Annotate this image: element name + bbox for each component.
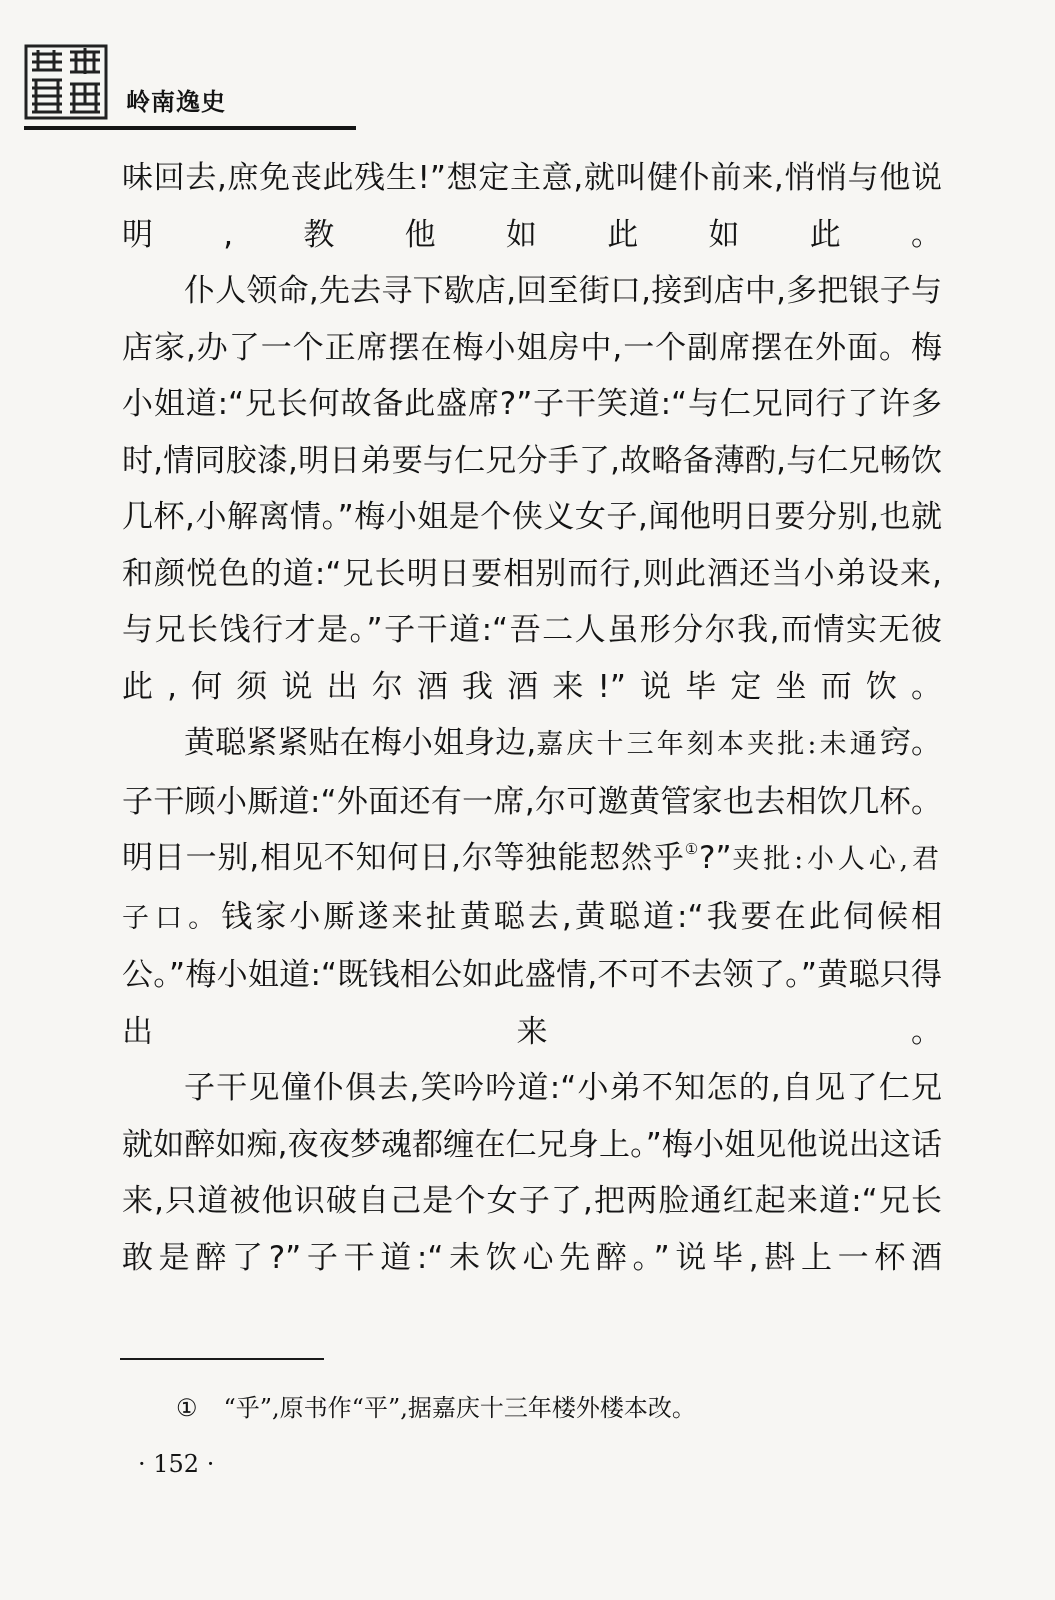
text-line: 这话来,只道被他识破自己是个女子了,把两脸通红起来道:	[122, 1126, 942, 1219]
inline-annotation: 嘉庆十三年刻本夹批:未通	[536, 729, 880, 760]
text-line: 味回去,庶免丧此残生!”想定主意,就叫健仆前来,悄悄与他	[122, 160, 911, 196]
book-title: 岭南逸史	[126, 88, 226, 116]
text-line: 子干见僮仆俱去,笑吟吟道:“小弟不知怎的,自见了仁	[184, 1070, 911, 1106]
paragraph	[122, 263, 942, 715]
footnote-rule	[120, 1358, 324, 1360]
text-line: 酌,与仁兄畅饮几杯,小解离情。”梅小姐是个侠义女子,闻他	[122, 442, 943, 535]
text-line: 仆人领命,先去寻下歇店,回至街口,接到店中,多把银	[184, 273, 880, 309]
footnote-mark: ①	[176, 1394, 198, 1422]
header-rule	[24, 126, 356, 130]
seal-logo	[24, 44, 108, 120]
text-line: 兄就如醉如痴,夜夜梦魂都缠在仁兄身上。”梅小姐见他说出	[122, 1070, 942, 1163]
footnote	[176, 1390, 696, 1426]
paragraph	[122, 715, 942, 1060]
body-text	[122, 150, 942, 1286]
text-line: 黄聪紧紧贴在梅小姐身边,	[184, 725, 537, 761]
text-line: 钱家小厮遂来扯黄聪去,黄聪道:“我要在	[221, 898, 809, 935]
text-line: 分尔我,而情实无彼此,何须说出尔酒我酒来!”说毕定坐	[122, 612, 942, 705]
paragraph	[122, 1060, 942, 1286]
text-line: 了。”黄聪只得出来。	[122, 957, 942, 1050]
text-line: 面。梅小姐道:“兄长何故备此盛席?”子干笑道:“与仁兄同	[122, 329, 942, 422]
text-line: ?”	[699, 840, 732, 876]
text-line: “兄长敢是醉了?”子干道:“未饮心先醉。”说毕,斟上一杯酒	[122, 1183, 942, 1276]
text-line: 窍。子干顾小厮道:“外面还有一席,尔可邀黄管家也去相饮	[122, 725, 942, 820]
paragraph	[122, 150, 942, 263]
footnote-reference[interactable]: ①	[684, 840, 700, 858]
inline-annotation-label: 夹批:	[731, 844, 807, 875]
text-line: 说明,教他如此如此。	[122, 160, 942, 253]
page-number: · 152 ·	[138, 1450, 215, 1478]
inline-annotation: 小人心,君子口。	[122, 844, 942, 934]
text-line: 而饮。	[820, 668, 942, 705]
text-line: 子与店家,办了一个正席摆在梅小姐房中,一个副席摆在外	[122, 273, 942, 366]
footnote-text: “乎”,原书作“平”,据嘉庆十三年楼外楼本改。	[223, 1394, 696, 1422]
text-line: 几杯。明日一别,相见不知何日,尔等独能恝然乎	[122, 783, 943, 876]
text-line: 此酒还当小弟设来,与兄长饯行才是。”子干道:“吾二人虽形	[122, 555, 943, 648]
text-line: 此伺候相公。”梅小姐道:“既钱相公如此盛情,不可不去领	[122, 898, 943, 993]
text-line: 明日要分别,也就和颜悦色的道:“兄长明日要相别而行,则	[122, 499, 942, 592]
text-line: 行了许多时,情同胶漆,明日弟要与仁兄分手了,故略备薄	[122, 386, 942, 479]
